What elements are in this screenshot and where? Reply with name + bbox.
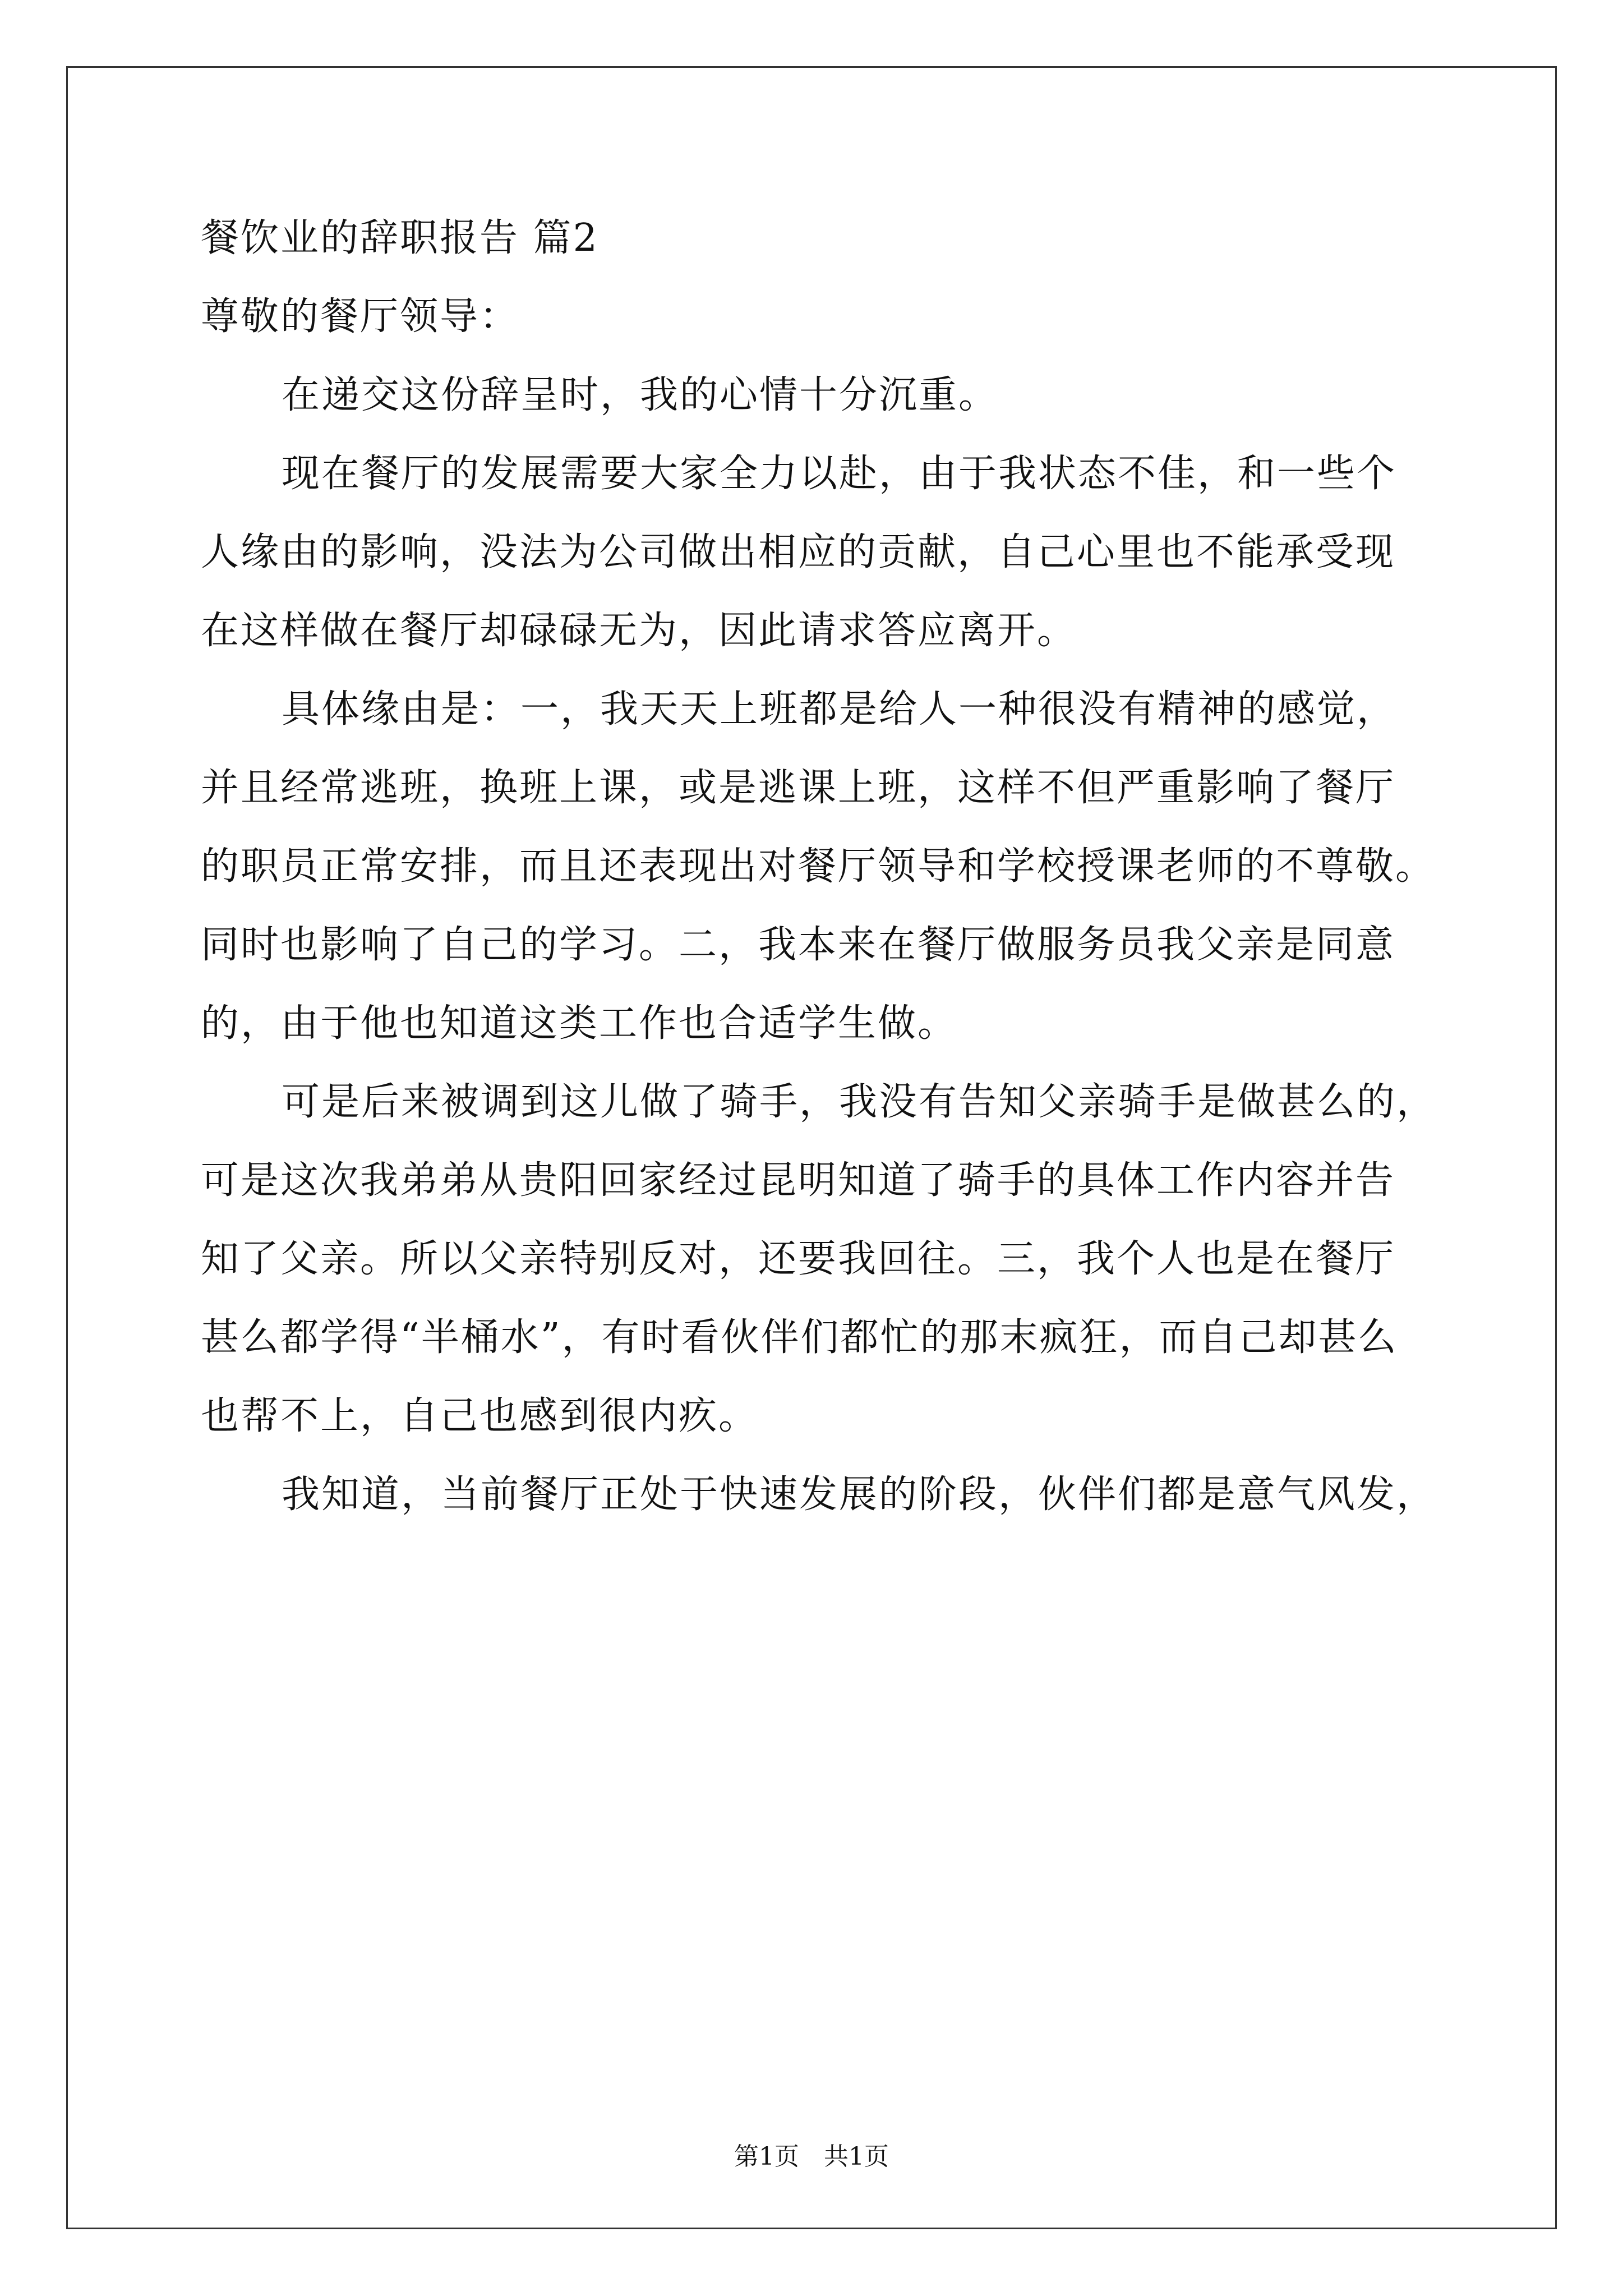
page-footer: 第1页 共1页 <box>734 2142 889 2171</box>
document-title: 餐饮业的辞职报告 篇2 <box>201 216 599 260</box>
body-line: 我知道，当前餐厅正处于快速发展的阶段，伙伴们都是意气风发， <box>282 1473 1437 1517</box>
body-line: 在递交这份辞呈时，我的心情十分沉重。 <box>282 373 999 417</box>
body-line: 甚么都学得“半桶水”，有时看伙伴们都忙的那末疯狂，而自己却甚么 <box>201 1315 1398 1360</box>
body-line: 人缘由的影响，没法为公司做出相应的贡献，自己心里也不能承受现 <box>201 530 1396 574</box>
body-line: 可是后来被调到这儿做了骑手，我没有告知父亲骑手是做甚么的， <box>282 1080 1437 1124</box>
body-line: 同时也影响了自己的学习。二，我本来在餐厅做服务员我父亲是同意 <box>201 923 1396 967</box>
body-line: 也帮不上，自己也感到很内疚。 <box>201 1394 759 1438</box>
body-line: 的职员正常安排，而且还表现出对餐厅领导和学校授课老师的不尊敬。 <box>201 844 1436 889</box>
body-line: 可是这次我弟弟从贵阳回家经过昆明知道了骑手的具体工作内容并告 <box>201 1158 1396 1203</box>
body-line: 现在餐厅的发展需要大家全力以赴，由于我状态不佳，和一些个 <box>282 452 1397 496</box>
body-line: 在这样做在餐厅却碌碌无为，因此请求答应离开。 <box>201 609 1077 653</box>
body-line: 并且经常逃班，换班上课，或是逃课上班，这样不但严重影响了餐厅 <box>201 766 1396 810</box>
body-line: 的，由于他也知道这类工作也合适学生做。 <box>201 1001 958 1046</box>
body-line: 具体缘由是：一，我天天上班都是给人一种很没有精神的感觉， <box>282 687 1397 731</box>
salutation: 尊敬的餐厅领导： <box>201 295 520 339</box>
body-line: 知了父亲。所以父亲特别反对，还要我回往。三，我个人也是在餐厅 <box>201 1237 1396 1281</box>
